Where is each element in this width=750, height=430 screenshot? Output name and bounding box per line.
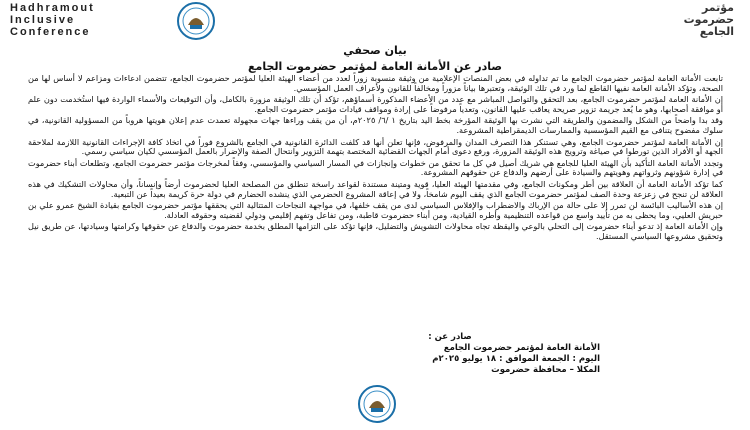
arabic-title-line: مؤتمر (701, 1, 734, 14)
arabic-conference-title (504, 2, 734, 38)
letterhead (0, 0, 750, 42)
paragraph: وتجدد الأمانة العامة التأكيد بأن الهيئة العليا للجامع هي شريك أصيل في كل ما تحقق من خطوات وإنجازات في المسار السياسي والمؤسسي، وفقاً لمخرجات مؤتمر حضرموت الجامع، وتطلعات أبناء حضرموت في إدارة شؤونهم وثرواتهم وهويتهم والسيادة على أرضهم والدفاع عن حقوقهم المشروعة. (28, 157, 723, 178)
issuer-name: الأمانة العامة لمؤتمر حضرموت الجامع (443, 343, 600, 353)
conference-seal-icon (357, 384, 397, 424)
statement-body (28, 74, 723, 244)
english-conference-title (10, 2, 170, 38)
paragraph: كما تؤكد الأمانة العامة أن العلاقة بين أطر ومكونات الجامع، وفي مقدمتها الهيئة العليا، قوية ومتينة مستندة لقواعد راسخة تنطلق من المصلحة العليا لحضرموت أرضاً وإنساناً، وأن محاولات التشكيك في هذه العلاقة لن تنجح في زعزعة وحدة الصف لمؤتمر حضرموت الجامع الذي يقف اليوم شامخاً، ولا في إعاقة المشروع الحضرمي الذي ينشده الحضارم في دولة حرة كريمة بعيداً عن التبعية. (28, 178, 723, 199)
paragraph: تابعت الأمانة العامة لمؤتمر حضرموت الجامع ما تم تداوله في بعض المنصات الإعلامية من وثيقة منسوبة زوراً لعدد من أعضاء الهيئة العليا لمؤتمر حضرموت الجامع، تتضمن ادعاءات ومزاعم لا أساس لها من الصحة، وتؤكد الأمانة العامة نفيها القاطع لما ورد في تلك الوثيقة، وتعتبرها بياناً مزوراً ومخالفاً للقانون ولأعراف العمل المؤسسي. (28, 73, 723, 93)
issue-place: المكلا – محافظة حضرموت (491, 365, 600, 375)
paragraph: إن الأمانة العامة لمؤتمر حضرموت الجامع، وهي تستنكر هذا التصرف المدان والمرفوض، فإنها تعلن أنها قد كلفت الدائرة القانونية في الجامع بالشروع فوراً في اتخاذ كافة الإجراءات القانونية اللازمة لملاحقة الجهة أو الأفراد الذين تورطوا في صياغة وترويج هذه الوثيقة المزورة، ورفع دعوى أمام الجهات القضائية المختصة بتهمة التزوير وانتحال الصفة والإضرار بالعمل المؤسسي لكيان سياسي رسمي. (28, 136, 723, 157)
arabic-title-line: الجامع (699, 25, 734, 38)
english-title-line: Hadhramout (10, 2, 95, 14)
issue-date: اليوم : الجمعة الموافق : ١٨ يوليو ٢٠٢٥م (432, 354, 600, 364)
paragraph: وإن الأمانة العامة إذ تدعو أبناء حضرموت إلى التحلي بالوعي واليقظة تجاه محاولات التشويش والتضليل، فإنها تؤكد على التزامها المطلق بخدمة حضرموت والدفاع عن حقوقها وكرامتها وسيادتها، عن طريق نيل وتحقيق مشروعها السياسي المستقل. (28, 221, 723, 241)
paragraph: إن هذه الأساليب البائسة لن تمرر إلا على حالة من الإرباك والاضطراب والإفلاس السياسي لدى من يقف خلفها، في مواجهة النجاحات المتتالية التي يحققها مؤتمر حضرموت الجامع بقيادة الشيخ عمرو علي بن حبريش العليي، وما يحظى به من تأييد واسع من قواعده التنظيمية وأطره القيادية، ومن أبناء حضرموت قاطبة، ومن تفاعل وتفهم إقليمي ودولي لقضيته وحقوقه العادلة. (28, 200, 723, 220)
signature-block (180, 332, 600, 376)
conference-emblem-icon (176, 1, 216, 41)
issuer-subtitle: صادر عن الأمانة العامة لمؤتمر حضرموت الجامع (248, 60, 502, 73)
document-titles (0, 44, 750, 74)
press-release-title: بيان صحفي (343, 44, 407, 57)
english-title-line: Conference (10, 26, 91, 38)
issued-by-label: صادر عن : (428, 332, 472, 342)
paragraph: وقد بدا واضحاً من الشكل والمضمون والطريقة التي نشرت بها الوثيقة المؤرخة بخط اليد بتاريخ ١ /٦/ ٢٠٢٥م، أن من يقف وراءها جهات مجهولة تعمدت عدم إعلان هويتها هروباً من المسؤولية القانونية، في سلوك مفضوح يتنافى مع القيم المؤسسية والممارسات الديمقراطية المشروعة. (28, 115, 723, 135)
english-title-line: Inclusive (10, 14, 76, 26)
arabic-title-line: حضرموت (683, 13, 734, 26)
paragraph: إن الأمانة العامة لمؤتمر حضرموت الجامع، بعد التحقق والتواصل المباشر مع عدد من الأعضاء المذكورة أسماؤهم، تؤكد أن تلك الوثيقة مزورة بالكامل، وأن التوقيعات والأسماء الواردة فيها استُخدمت دون علم أو موافقة أصحابها، وهو ما يُعد جريمة تزوير صريحة يعاقب عليها القانون، وتعدياً مرفوضاً على إرادة ومواقف قيادات مؤتمر حضرموت الجامع. (28, 94, 723, 114)
